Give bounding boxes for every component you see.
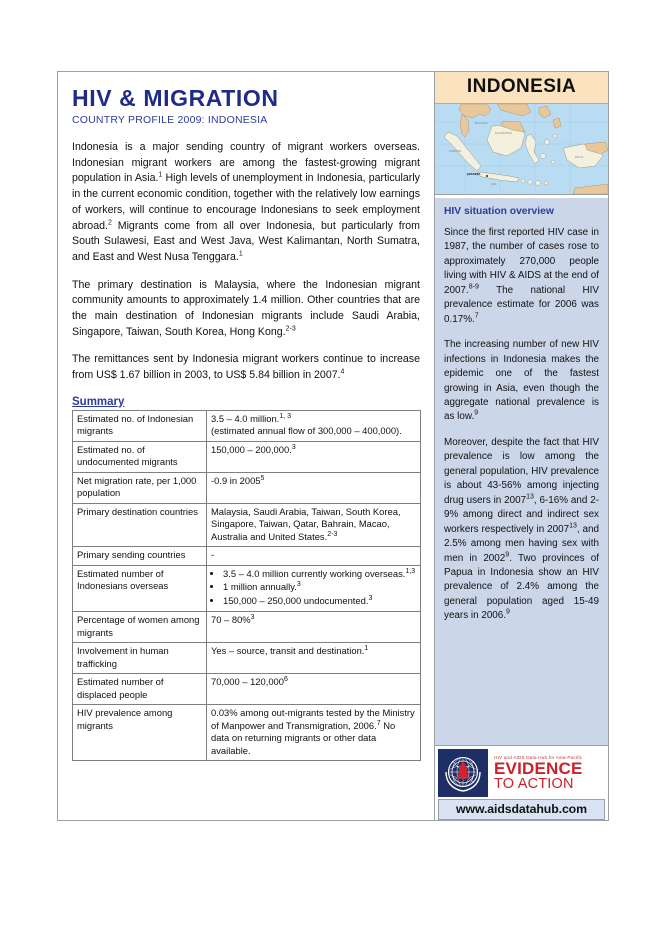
summary-row-value: [207, 441, 421, 472]
summary-row-value: [207, 503, 421, 547]
body-paragraph-3: The remittances sent by Indonesia migrant workers continue to increase from US$ 1.67 billion in 2003, to US$ 5.84 billion in 2007.$^4$: [72, 353, 420, 381]
summary-row-label: Involvement in human trafficking: [73, 643, 207, 674]
summary-row-label: Net migration rate, per 1,000 population: [73, 472, 207, 503]
table-row: [73, 410, 421, 441]
summary-value-line: 70 – 80%$^3$: [211, 613, 255, 626]
svg-text:JAVA: JAVA: [491, 183, 497, 186]
summary-value-line: 70,000 – 120,000$^6$: [211, 675, 288, 688]
svg-text:PAPUA: PAPUA: [575, 156, 584, 159]
summary-row-value: [207, 472, 421, 503]
table-row: [73, 441, 421, 472]
page-subtitle: COUNTRY PROFILE 2009: INDONESIA: [72, 114, 268, 127]
logo-line-to-action: TO ACTION: [494, 775, 574, 792]
logo-tagline: HIV and AIDS Data Hub for Asia-Pacific: [494, 754, 583, 760]
summary-row-value: [207, 674, 421, 705]
hiv-situation-overview-panel: [435, 195, 608, 745]
summary-row-label: Estimated number of displaced people: [73, 674, 207, 705]
summary-row-label: Estimated no. of undocumented migrants: [73, 441, 207, 472]
table-row: [73, 565, 421, 612]
overview-paragraph-1: Since the first reported HIV case in 1987, the number of cases rose to approximately 270,000 people living with HIV & AIDS at the end of 2007.$^{8-9}$ The national HIV prevalence estimate for 2006 was 0.17%.$^7$: [444, 227, 599, 325]
summary-value-line: 3.5 – 4.0 million.$^{1, 3}$: [211, 412, 291, 424]
summary-row-value: [207, 565, 421, 612]
country-name: INDONESIA: [466, 76, 577, 97]
summary-row-label: Estimated number of Indonesians overseas: [73, 565, 207, 612]
table-row: [73, 705, 421, 761]
table-row: [73, 643, 421, 674]
summary-table: [72, 410, 421, 762]
summary-value-line: -0.9 in 2005$^5$: [211, 474, 265, 486]
indonesia-map: [435, 104, 608, 195]
summary-row-label: Primary sending countries: [73, 547, 207, 566]
summary-table-body: [73, 410, 421, 761]
document-page: [57, 71, 609, 821]
sidebar-column: [435, 72, 608, 820]
logo-line-evidence: EVIDENCE: [494, 758, 583, 778]
summary-row-label: Percentage of women among migrants: [73, 612, 207, 643]
svg-text:MALAYSIA: MALAYSIA: [475, 122, 488, 125]
summary-value-line: 0.03% among out-migrants tested by the Ministry of Manpower and Transmigration, 2006.$^7$ No data on returning migrants or other data available.: [211, 707, 415, 756]
summary-value-line: 150,000 – 200,000.$^3$: [211, 443, 296, 455]
table-row: [73, 547, 421, 566]
page-title: HIV & MIGRATION: [72, 85, 279, 111]
summary-bullet-list: [211, 568, 416, 608]
country-banner: [435, 72, 608, 104]
svg-text:KALIMANTAN: KALIMANTAN: [495, 132, 512, 135]
website-url[interactable]: www.aidsdatahub.com: [438, 799, 605, 820]
summary-row-label: Primary destination countries: [73, 503, 207, 547]
summary-row-value: [207, 410, 421, 441]
summary-row-label: Estimated no. of Indonesian migrants: [73, 410, 207, 441]
body-paragraph-1: Indonesia is a major sending country of migrant workers overseas. Indonesian migrant workers are among the fastest-growing migrant population in Asia.$^1$ High levels of unemployment in Indonesia, particularly in the current economic condition, together with the relatively low earnings of workers, will continue to encourage Indonesians to seek employment abroad.$^2$ Migrants come from all over Indonesia, but particularly from South Sulawesi, East and West Java, West Kalimantan, North Sumatra, and East and West Nusa Tenggara.$^1$: [72, 141, 420, 263]
svg-text:SUMATRA: SUMATRA: [449, 150, 462, 153]
table-row: [73, 674, 421, 705]
summary-bullet: • 1 million annually.$^3$: [223, 581, 416, 594]
summary-row-label: HIV prevalence among migrants: [73, 705, 207, 761]
summary-value-line: Yes – source, transit and destination.$^1$: [211, 644, 369, 657]
summary-bullet: • 150,000 – 250,000 undocumented.$^3$: [223, 595, 416, 608]
body-paragraph-2: The primary destination is Malaysia, where the Indonesian migrant community amounts to approximately 1.4 million. Other countries that are the main destination of Indonesian migrants include Saudi Arabia, Singapore, Taiwan, South Korea, Hong Kong.$^{2-3}$: [72, 278, 420, 338]
logo-row: [438, 749, 605, 797]
organisation-logo-block: [435, 745, 608, 820]
summary-heading: Summary: [72, 395, 125, 408]
overview-heading: HIV situation overview: [444, 206, 554, 217]
overview-paragraph-2: The increasing number of new HIV infections in Indonesia makes the epidemic one of the fastest growing in Asia, even though the aggregate national prevalence is as low.$^9$: [444, 339, 599, 423]
main-content-column: [58, 72, 435, 820]
table-row: [73, 503, 421, 547]
summary-value-line: Malaysia, Saudi Arabia, Taiwan, South Korea, Singapore, Taiwan, Qatar, Bahrain, Macao, Australia and United States.$^{2-3}$: [211, 505, 401, 542]
overview-paragraph-3: Moreover, despite the fact that HIV prevalence is low among the general population, HIV prevalence is about 43-56% among injecting drug users in 2007$^{13}$, 6-16% and 2-9% among direct and indirect sex workers respectively in 2007$^{13}$, and 2.5% among men having sex with men in 2002$^9$. Two provinces of Papua in Indonesia show an HIV prevalence of 2.4% among the general population aged 15-49 years in 2006.$^9$: [444, 436, 600, 622]
summary-bullet: • 3.5 – 4.0 million currently working overseas.$^{1,3}$: [223, 568, 416, 581]
svg-text:JAKARTA: JAKARTA: [467, 172, 481, 176]
summary-value-line: -: [211, 549, 215, 561]
summary-row-value: [207, 612, 421, 643]
logo-text-block: [488, 749, 605, 797]
table-row: [73, 612, 421, 643]
summary-row-value: [207, 643, 421, 674]
un-aids-emblem-icon: [438, 749, 488, 797]
summary-value-line: (estimated annual flow of 300,000 – 400,000).: [211, 425, 402, 437]
table-row: [73, 472, 421, 503]
summary-row-value: [207, 705, 421, 761]
summary-row-value: [207, 547, 421, 566]
